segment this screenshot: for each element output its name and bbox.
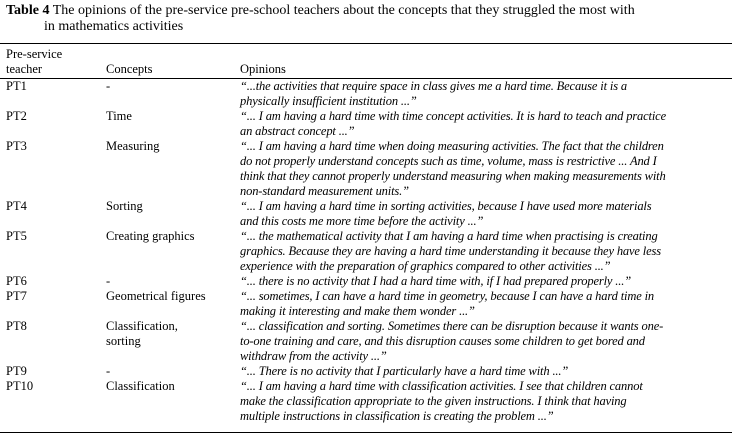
opinion-line: “... sometimes, I can have a hard time in geometry, because I can have a hard time in xyxy=(240,289,655,303)
teacher-cell: PT9 xyxy=(6,364,27,378)
opinion-line: an abstract concept ...” xyxy=(240,124,355,138)
opinion-cell xyxy=(240,364,568,379)
concepts-cell xyxy=(106,319,178,349)
table-label: Table 4 xyxy=(6,3,50,18)
opinion-cell xyxy=(240,274,631,289)
opinion-line: “... the mathematical activity that I am having a hard time when practising is creating xyxy=(240,229,658,243)
opinion-line: make the classification appropriate to the given instructions. I think that having xyxy=(240,394,627,408)
header-teacher-line2: teacher xyxy=(6,62,43,76)
opinion-line: to-one training and care, and this disruption causes some children to get bored and xyxy=(240,334,645,348)
header-teacher xyxy=(6,47,62,77)
caption-line-1: The opinions of the pre-service pre-school teachers about the concepts that they struggled the most with xyxy=(52,3,635,18)
table-caption xyxy=(6,3,726,35)
opinion-line: experience with the preparation of graphics compared to other activities ...” xyxy=(240,259,611,273)
header-concepts: Concepts xyxy=(106,62,153,76)
opinion-cell xyxy=(240,199,651,229)
bottom-rule xyxy=(0,432,732,433)
concepts-cell xyxy=(106,274,110,289)
opinion-line: “... I am having a hard time when doing measuring activities. The fact that the children xyxy=(240,139,664,153)
caption-line-2: in mathematics activities xyxy=(44,19,184,34)
teacher-cell: PT2 xyxy=(6,109,27,123)
opinion-line: do not properly understand concepts such as time, volume, mass is restrictive ... And I xyxy=(240,154,657,168)
teacher-cell: PT8 xyxy=(6,319,27,333)
opinion-line: non-standard measurement units.” xyxy=(240,184,409,198)
concepts-cell xyxy=(106,229,195,244)
top-rule xyxy=(0,43,732,44)
concepts-cell xyxy=(106,364,110,379)
concepts-line: - xyxy=(106,274,111,288)
concepts-line: Creating graphics xyxy=(106,229,195,243)
opinion-line: think that they cannot properly understand measuring when making measurements with xyxy=(240,169,666,183)
opinion-line: making it interesting and make them wonder ...” xyxy=(240,304,475,318)
opinion-line: and this costs me more time before the activity ...” xyxy=(240,214,484,228)
concepts-cell xyxy=(106,109,132,124)
opinion-cell xyxy=(240,379,643,424)
teacher-cell: PT1 xyxy=(6,79,27,93)
concepts-line: Time xyxy=(106,109,132,123)
concepts-line: Classification, xyxy=(106,319,178,333)
opinion-line: multiple instructions in classification is creating the problem ...” xyxy=(240,409,554,423)
teacher-cell: PT5 xyxy=(6,229,27,243)
concepts-line: Classification xyxy=(106,379,175,393)
teacher-cell: PT3 xyxy=(6,139,27,153)
concepts-cell xyxy=(106,79,110,94)
opinion-line: “... classification and sorting. Sometimes there can be disruption because it wants one- xyxy=(240,319,664,333)
concepts-line: Sorting xyxy=(106,199,143,213)
header-teacher-line1: Pre-service xyxy=(6,47,63,61)
teacher-cell: PT7 xyxy=(6,289,27,303)
teacher-cell: PT10 xyxy=(6,379,34,393)
concepts-cell xyxy=(106,289,206,304)
opinion-line: graphics. Because they are having a hard time understanding it because they have less xyxy=(240,244,661,258)
teacher-cell: PT6 xyxy=(6,274,27,288)
opinion-line: “... there is no activity that I had a hard time with, if I had prepared properly ...” xyxy=(240,274,632,288)
opinion-line: physically insufficient institution ...” xyxy=(240,94,417,108)
concepts-cell xyxy=(106,139,159,154)
opinion-cell xyxy=(240,109,666,139)
opinion-line: “... There is no activity that I particularly have a hard time with ...” xyxy=(240,364,569,378)
concepts-cell xyxy=(106,199,143,214)
opinion-line: “...the activities that require space in class gives me a hard time. Because it is a xyxy=(240,79,627,93)
opinion-line: withdraw from the activity ...” xyxy=(240,349,387,363)
opinion-line: “... I am having a hard time with classification activities. I see that children cannot xyxy=(240,379,643,393)
concepts-line: Measuring xyxy=(106,139,160,153)
opinion-cell xyxy=(240,139,666,199)
opinion-cell xyxy=(240,319,663,364)
concepts-line: Geometrical figures xyxy=(106,289,206,303)
opinion-cell xyxy=(240,79,627,109)
header-opinions: Opinions xyxy=(240,62,286,76)
opinion-cell xyxy=(240,229,661,274)
opinion-cell xyxy=(240,289,654,319)
concepts-cell xyxy=(106,379,175,394)
teacher-cell: PT4 xyxy=(6,199,27,213)
opinion-line: “... I am having a hard time in sorting activities, because I have used more materials xyxy=(240,199,652,213)
concepts-line: - xyxy=(106,364,111,378)
opinion-line: “... I am having a hard time with time concept activities. It is hard to teach and practice xyxy=(240,109,666,123)
concepts-line: sorting xyxy=(106,334,141,348)
concepts-line: - xyxy=(106,79,111,93)
